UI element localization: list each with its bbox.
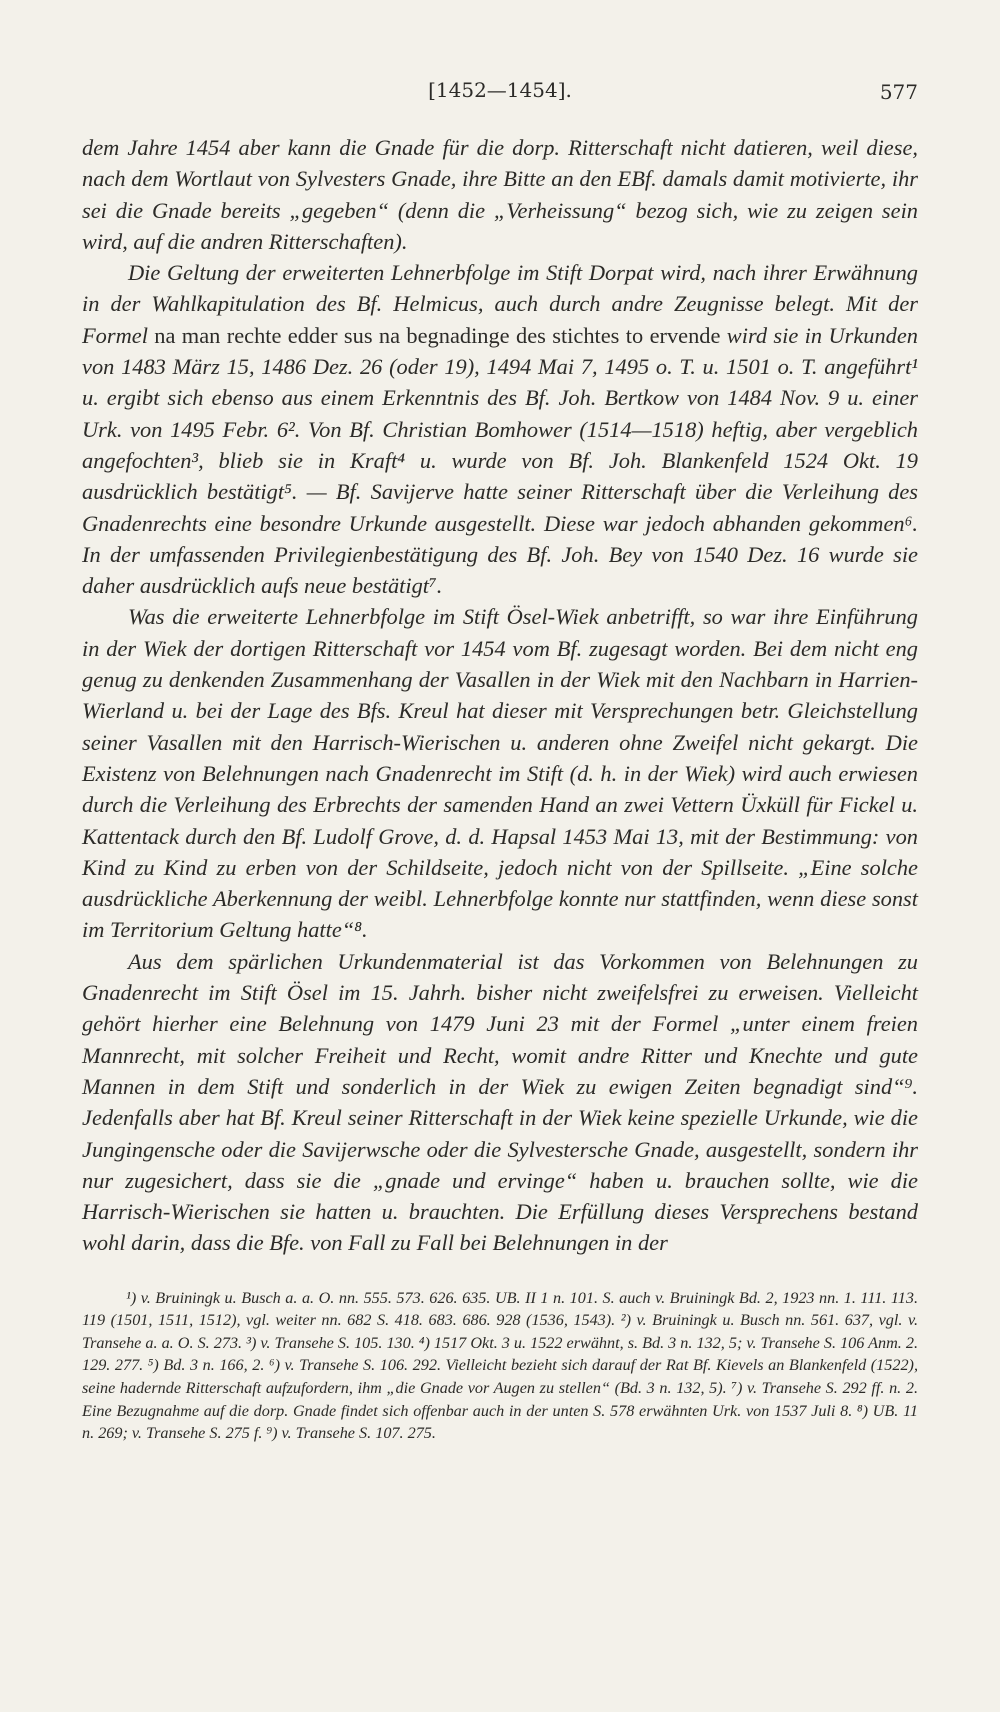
header-date-range: [1452—1454].: [428, 78, 572, 102]
book-page: [82, 68, 918, 1445]
paragraph: [82, 601, 918, 945]
paragraph: [82, 946, 918, 1259]
paragraph: [82, 257, 918, 601]
text-segment: Was die erweiterte Lehnerbfolge im Stift Ösel-Wiek anbetrifft, so war ihre Einführung in der Wiek der dortigen Ritterschaft vor 1454 vom Bf. zugesagt worden. Bei dem nicht eng genug zu denkenden Zusammenhang der Vasallen in der Wiek mit den Nachbarn in Harrien-Wierland u. bei der Lage des Bfs. Kreul hat dieser mit Versprechungen betr. Gleichstellung seiner Vasallen mit den Harrisch-Wierischen u. anderen ohne Zweifel nicht gekargt. Die Existenz von Belehnungen nach Gnadenrecht im Stift (d. h. in der Wiek) wird auch erwiesen durch die Verleihung des Erbrechts der samenden Hand an zwei Vettern Üxküll für Fickel u. Kattentack durch den Bf. Ludolf Grove, d. d. Hapsal 1453 Mai 13, mit der Bestimmung: von Kind zu Kind zu erben von der Schildseite, jedoch nicht von der Spillseite. „Eine solche ausdrückliche Aberkennung der weibl. Lehnerbfolge konnte nur stattfinden, wenn diese sonst im Territorium Geltung hatte“⁸.: [82, 604, 918, 943]
text-segment: wird sie in Urkunden von 1483 März 15, 1486 Dez. 26 (oder 19), 1494 Mai 7, 1495 o. T. u. 1501 o. T. angeführt¹ u. ergibt sich ebenso aus einem Erkenntnis des Bf. Joh. Bertkow von 1484 Nov. 9 u. einer Urk. von 1495 Febr. 6². Von Bf. Christian Bomhower (1514—1518) heftig, aber vergeblich angefochten³, blieb sie in Kraft⁴ u. wurde von Bf. Joh. Blankenfeld 1524 Okt. 19 ausdrücklich bestätigt⁵. — Bf. Savijerve hatte seiner Ritterschaft über die Verleihung des Gnadenrechts eine besondre Urkunde ausgestellt. Diese war jedoch abhanden gekommen⁶. In der umfassenden Privilegienbestätigung des Bf. Joh. Bey von 1540 Dez. 16 wurde sie daher ausdrücklich aufs neue bestätigt⁷.: [82, 322, 918, 599]
page-number: 577: [879, 80, 918, 104]
footnotes: [82, 1287, 918, 1445]
footnote-block: ¹) v. Bruiningk u. Busch a. a. O. nn. 555. 573. 626. 635. UB. II 1 n. 101. S. auch v. Bruiningk Bd. 2, 1923 nn. 1. 111. 113. 119 (1501, 1511, 1512), vgl. weiter nn. 682 S. 418. 683. 686. 928 (1536, 1543). ²) v. Bruiningk u. Busch nn. 561. 637, vgl. v. Transehe a. a. O. S. 273. ³) v. Transehe S. 105. 130. ⁴) 1517 Okt. 3 u. 1522 erwähnt, s. Bd. 3 n. 132, 5; v. Transehe S. 106 Anm. 2. 129. 277. ⁵) Bd. 3 n. 166, 2. ⁶) v. Transehe S. 106. 292. Vielleicht bezieht sich darauf der Rat Bf. Kievels an Blankenfeld (1522), seine hadernde Ritterschaft aufzufordern, ihm „die Gnade vor Augen zu stellen“ (Bd. 3 n. 132, 5). ⁷) v. Transehe S. 292 ff. n. 2. Eine Bezugnahme auf die dorp. Gnade findet sich offenbar auch in der unten S. 578 erwähnten Urk. von 1537 Juli 8. ⁸) UB. 11 n. 269; v. Transehe S. 275 f. ⁹) v. Transehe S. 107. 275.: [82, 1288, 919, 1443]
main-text: [82, 132, 918, 1259]
running-header: [82, 68, 918, 110]
text-segment: dem Jahre 1454 aber kann die Gnade für die dorp. Ritterschaft nicht datieren, weil diese, nach dem Wortlaut von Sylvesters Gnade, ihre Bitte an den EBf. damals damit motivierte, ihr sei die Gnade bereits „gegeben“ (denn die „Verheissung“ bezog sich, wie zu zeigen sein wird, auf die andren Ritterschaften).: [82, 135, 918, 254]
text-segment: Aus dem spärlichen Urkundenmaterial ist das Vorkommen von Belehnungen zu Gnadenrecht im Stift Ösel im 15. Jahrh. bisher nicht zweifelsfrei zu erweisen. Vielleicht gehört hierher eine Belehnung von 1479 Juni 23 mit der Formel „unter einem freien Mannrecht, mit solcher Freiheit und Recht, womit andre Ritter und Knechte und gute Mannen in dem Stift und sonderlich in der Wiek zu ewigen Zeiten begnadigt sind“⁹. Jedenfalls aber hat Bf. Kreul seiner Ritterschaft in der Wiek keine spezielle Urkunde, wie die Jungingensche oder die Savijerwsche oder die Sylvestersche Gnade, ausgestellt, sondern ihr nur zugesichert, dass sie die „gnade und ervinge“ haben u. brauchen sollte, wie die Harrisch-Wierischen sie hatten u. brauchten. Die Erfüllung dieses Versprechens bestand wohl darin, dass die Bfe. von Fall zu Fall bei Belehnungen in der: [82, 948, 918, 1256]
text-segment: Die Geltung der erweiterten Lehnerbfolge im Stift Dorpat wird, nach ihrer Erwähnung in der Wahlkapitulation des Bf. Helmicus, auch durch andre Zeugnisse belegt. Mit der Formel: [82, 260, 918, 348]
paragraph: [82, 132, 918, 257]
text-segment: na man rechte edder sus na begnadinge des stichtes to ervende: [154, 322, 721, 348]
